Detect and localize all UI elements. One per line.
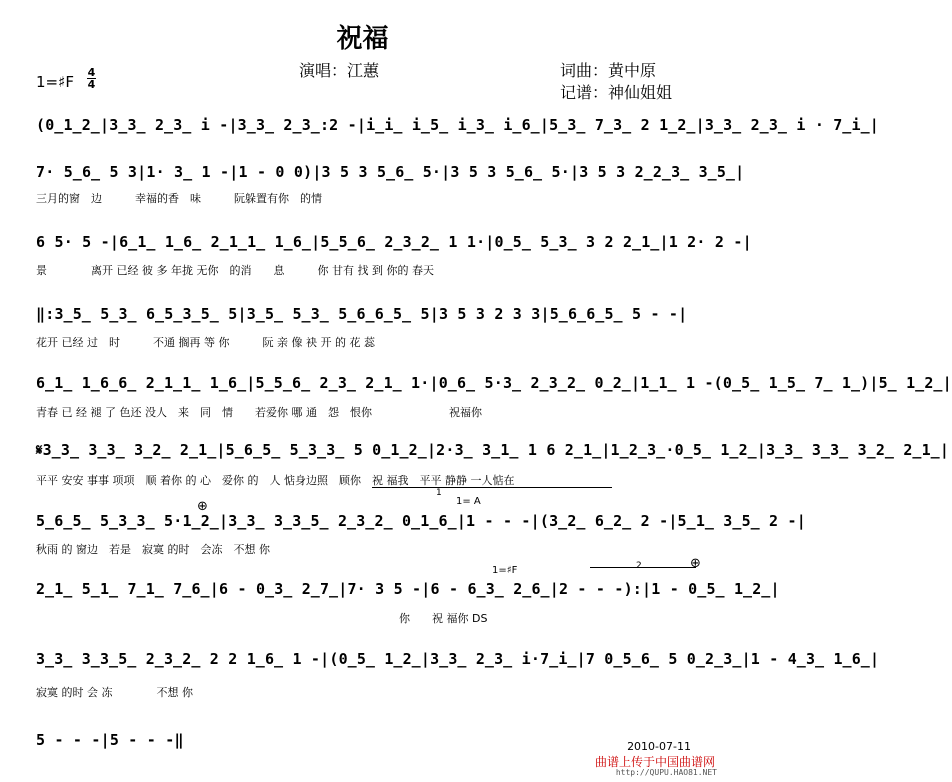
transcriber-credit: 记谱：神仙姐姐 — [560, 83, 673, 102]
singer-credit: 演唱：江蕙 — [299, 61, 380, 80]
score-row-7: 5̲6̲5̲ 5̲3̲3̲ 5·1̲2̲|3̲3̲ 3̲3̲5̲ 2̲3̲2̲ 0̲1̲6̲|1 - - -|(3̲2̲ 6̲2̲ 2 -|5̲1̲ 3̲5̲ 2 -| — [36, 512, 806, 530]
volta-1-bracket — [372, 487, 612, 488]
score-row-9: 3̲3̲ 3̲3̲5̲ 2̲3̲2̲ 2 2 1̲6̲ 1 -|(0̲5̲ 1̲2̲|3̲3̲ 2̲3̲ i·7̲i̲|7 0̲5̲6̲ 5 0̲2̲3̲|1 - 4̲3̲ 1̲6̲| — [36, 650, 880, 668]
meter-bottom: 4 — [87, 78, 96, 91]
volta-1-label: 1 — [436, 488, 442, 498]
key-signature: 1=♯F — [36, 73, 74, 91]
score-row-4: ‖:3̲5̲ 5̲3̲ 6̲5̲3̲5̲ 5|3̲5̲ 5̲3̲ 5̲6̲6̲5̲ 5|3 5 3 2 3 3|5̲6̲6̲5̲ 5 - -| — [36, 305, 688, 323]
volta-2-bracket — [590, 567, 696, 568]
lyrics-row-4: 花开 已经 过 时 不通 搁再 等 你 阮 亲 像 袂 开 的 花 蕊 — [36, 336, 375, 349]
time-signature — [87, 67, 96, 90]
lyrics-row-6: 平平 安安 事事 项项 顺 着你 的 心 爱你 的 人 惦身边照 顾你 祝 福我 平平 静静 一人惦在 — [36, 474, 515, 487]
score-row-1: (0̲1̲2̲|3̲3̲ 2̲3̲ i -|3̲3̲ 2̲3̲:2 -|i̲i̲ i̲5̲ i̲3̲ i̲6̲|5̲3̲ 7̲3̲ 2 1̲2̲|3̲3̲ 2̲3̲ i · 7̲i̲| — [36, 116, 880, 134]
lyrics-row-3: 景 离开 已经 彼 多 年拢 无你 的消 息 你 甘有 找 到 你的 春天 — [36, 264, 434, 277]
lyrics-row-5: 青春 已 经 褪 了 色还 没人 来 同 情 若爱你 哪 通 怨 恨你 祝福你 — [36, 406, 482, 419]
lyrics-row-9: 寂寞 的时 会 冻 不想 你 — [36, 686, 193, 699]
score-row-2: 7· 5̲6̲ 5 3|1· 3̲ 1 -|1 - 0 0)|3 5 3 5̲6̲ 5·|3 5 3 5̲6̲ 5·|3 5 3 2̲2̲3̲ 3̲5̲| — [36, 163, 745, 181]
coda-sign-2: ⊕ — [690, 556, 701, 571]
date-stamp: 2010-07-11 — [627, 740, 691, 753]
lyrics-row-8: 你 祝 福你 DS — [36, 612, 488, 625]
site-url-watermark: http://QUPU.HAO81.NET — [615, 768, 717, 777]
score-row-3: 6 5· 5 -|6̲1̲ 1̲6̲ 2̲1̲1̲ 1̲6̲|5̲5̲6̲ 2̲3̲2̲ 1 1·|0̲5̲ 5̲3̲ 3 2 2̲1̲|1 2· 2 -| — [36, 233, 752, 251]
score-row-8: 2̲1̲ 5̲1̲ 7̲1̲ 7̲6̲|6 - 0̲3̲ 2̲7̲|7· 3 5 -|6 - 6̲3̲ 2̲6̲|2 - - -):|1 - 0̲5̲ 1̲2̲| — [36, 580, 780, 598]
score-row-10: 5 - - -|5 - - -‖ — [36, 731, 184, 749]
key-change-a: 1= A — [456, 496, 481, 507]
score-row-6: 𝄋3̲3̲ 3̲3̲ 3̲2̲ 2̲1̲|5̲6̲5̲ 5̲3̲3̲ 5 0̲1̲2̲|2·3̲ 3̲1̲ 1 6 2̲1̲|1̲2̲3̲·0̲5̲ 1̲2̲|3̲3̲ 3̲3̲ 3̲2̲ 2̲1̲| — [36, 441, 950, 459]
lyrics-row-7: 秋雨 的 窗边 若是 寂寞 的时 会冻 不想 你 — [36, 543, 270, 556]
song-title: 祝福 — [336, 24, 389, 54]
composer-credit: 词曲：黄中原 — [560, 61, 657, 80]
meter-top: 4 — [87, 66, 96, 79]
coda-sign-1: ⊕ — [197, 499, 208, 514]
site-watermark: 曲谱上传于中国曲谱网 — [594, 755, 715, 769]
key-change-f: 1=♯F — [492, 565, 518, 576]
score-row-5: 6̲1̲ 1̲6̲6̲ 2̲1̲1̲ 1̲6̲|5̲5̲6̲ 2̲3̲ 2̲1̲ 1·|0̲6̲ 5·3̲ 2̲3̲2̲ 0̲2̲|1̲1̲ 1 -(0̲5̲ 1̲5̲ 7̲ 1̲)|5̲ 1̲2̲| — [36, 374, 952, 392]
volta-2-label: 2 — [636, 561, 642, 571]
lyrics-row-2: 三月的窗 边 幸福的香 味 阮躲置有你 的情 — [36, 192, 322, 205]
